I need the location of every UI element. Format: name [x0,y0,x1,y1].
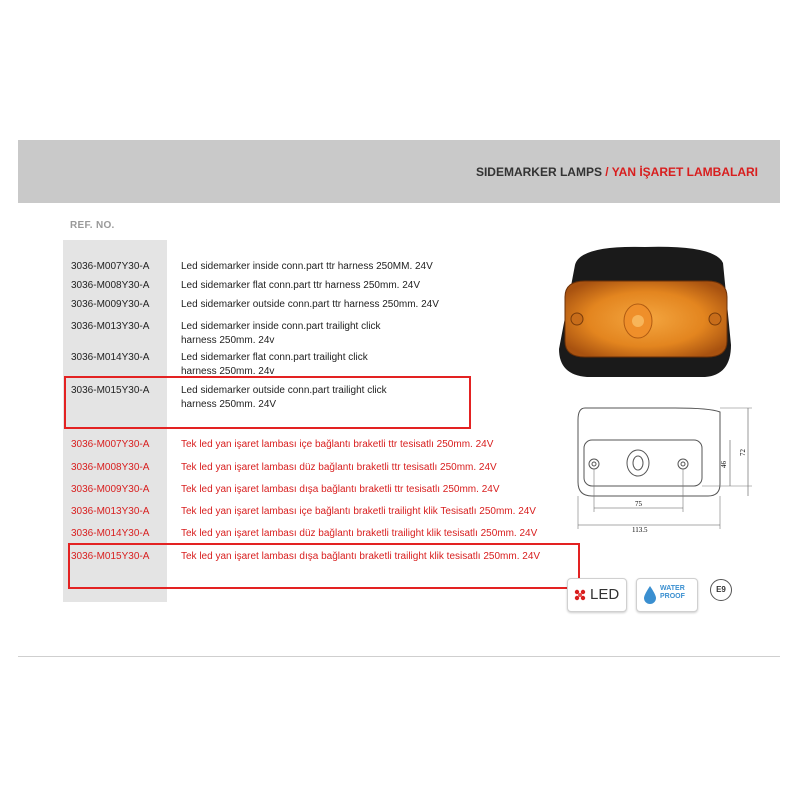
row-description: Tek led yan işaret lambası içe bağlantı braketli ttr tesisatlı 250mm. 24V [181,439,494,450]
dim-inner-height: 46 [720,461,728,468]
row-description: Led sidemarker outside conn.part trailight click harness 250mm. 24V [181,385,387,410]
row-description: Led sidemarker flat conn.part ttr harness 250mm. 24V [181,280,421,291]
highlight-box-en [64,376,471,429]
led-label: LED [590,586,620,603]
ref-code: 3036-M014Y30-A [71,528,150,539]
title-tr: YAN İŞARET LAMBALARI [611,165,758,179]
highlight-box-tr [68,543,580,589]
ref-no-label: REF. NO. [70,220,115,231]
led-badge [567,578,627,612]
row-description: Tek led yan işaret lambası düz bağlantı braketli trailight klik tesisatlı 250mm. 24V [181,528,538,539]
ref-code: 3036-M015Y30-A [71,551,150,562]
proof-label: PROOF [660,593,685,600]
dim-hole-spacing: 75 [635,500,642,508]
waterproof-badge [636,578,698,612]
dim-width: 113.5 [632,526,648,534]
ref-code: 3036-M015Y30-A [71,385,150,396]
page-title [476,165,758,179]
e9-approval-mark: E9 [710,579,732,601]
row-description: Led sidemarker outside conn.part ttr harness 250mm. 24V [181,299,439,310]
ref-code: 3036-M008Y30-A [71,280,150,291]
title-en: SIDEMARKER LAMPS [475,165,602,179]
led-dots-icon [573,588,587,602]
header-band [18,140,780,203]
row-description: Tek led yan işaret lambası düz bağlantı braketli ttr tesisatlı 250mm. 24V [181,462,497,473]
ref-code: 3036-M007Y30-A [71,261,150,272]
ref-code: 3036-M013Y30-A [71,506,150,517]
row-description: Tek led yan işaret lambası dışa bağlantı braketli ttr tesisatlı 250mm. 24V [181,484,500,495]
dim-total-height: 72 [739,449,747,456]
title-separator: / [601,165,612,179]
row-description: Tek led yan işaret lambası dışa bağlantı braketli trailight klik tesisatlı 250mm. 24V [181,551,541,562]
row-description: Led sidemarker flat conn.part trailight click harness 250mm. 24v [181,352,368,377]
ref-code: 3036-M008Y30-A [71,462,150,473]
technical-drawing [570,402,765,542]
water-label: WATER [660,585,685,592]
footer-divider [18,656,780,657]
row-description: Led sidemarker inside conn.part ttr harness 250MM. 24V [181,261,433,272]
row-description: Led sidemarker inside conn.part trailight click harness 250mm. 24v [181,321,381,346]
lamp-photo [555,245,735,380]
ref-code: 3036-M007Y30-A [71,439,150,450]
water-drop-icon [643,585,657,605]
ref-code: 3036-M014Y30-A [71,352,150,363]
ref-code: 3036-M009Y30-A [71,299,150,310]
ref-code: 3036-M009Y30-A [71,484,150,495]
ref-code: 3036-M013Y30-A [71,321,150,332]
row-description: Tek led yan işaret lambası içe bağlantı braketli trailight klik Tesisatlı 250mm. 24V [181,506,536,517]
